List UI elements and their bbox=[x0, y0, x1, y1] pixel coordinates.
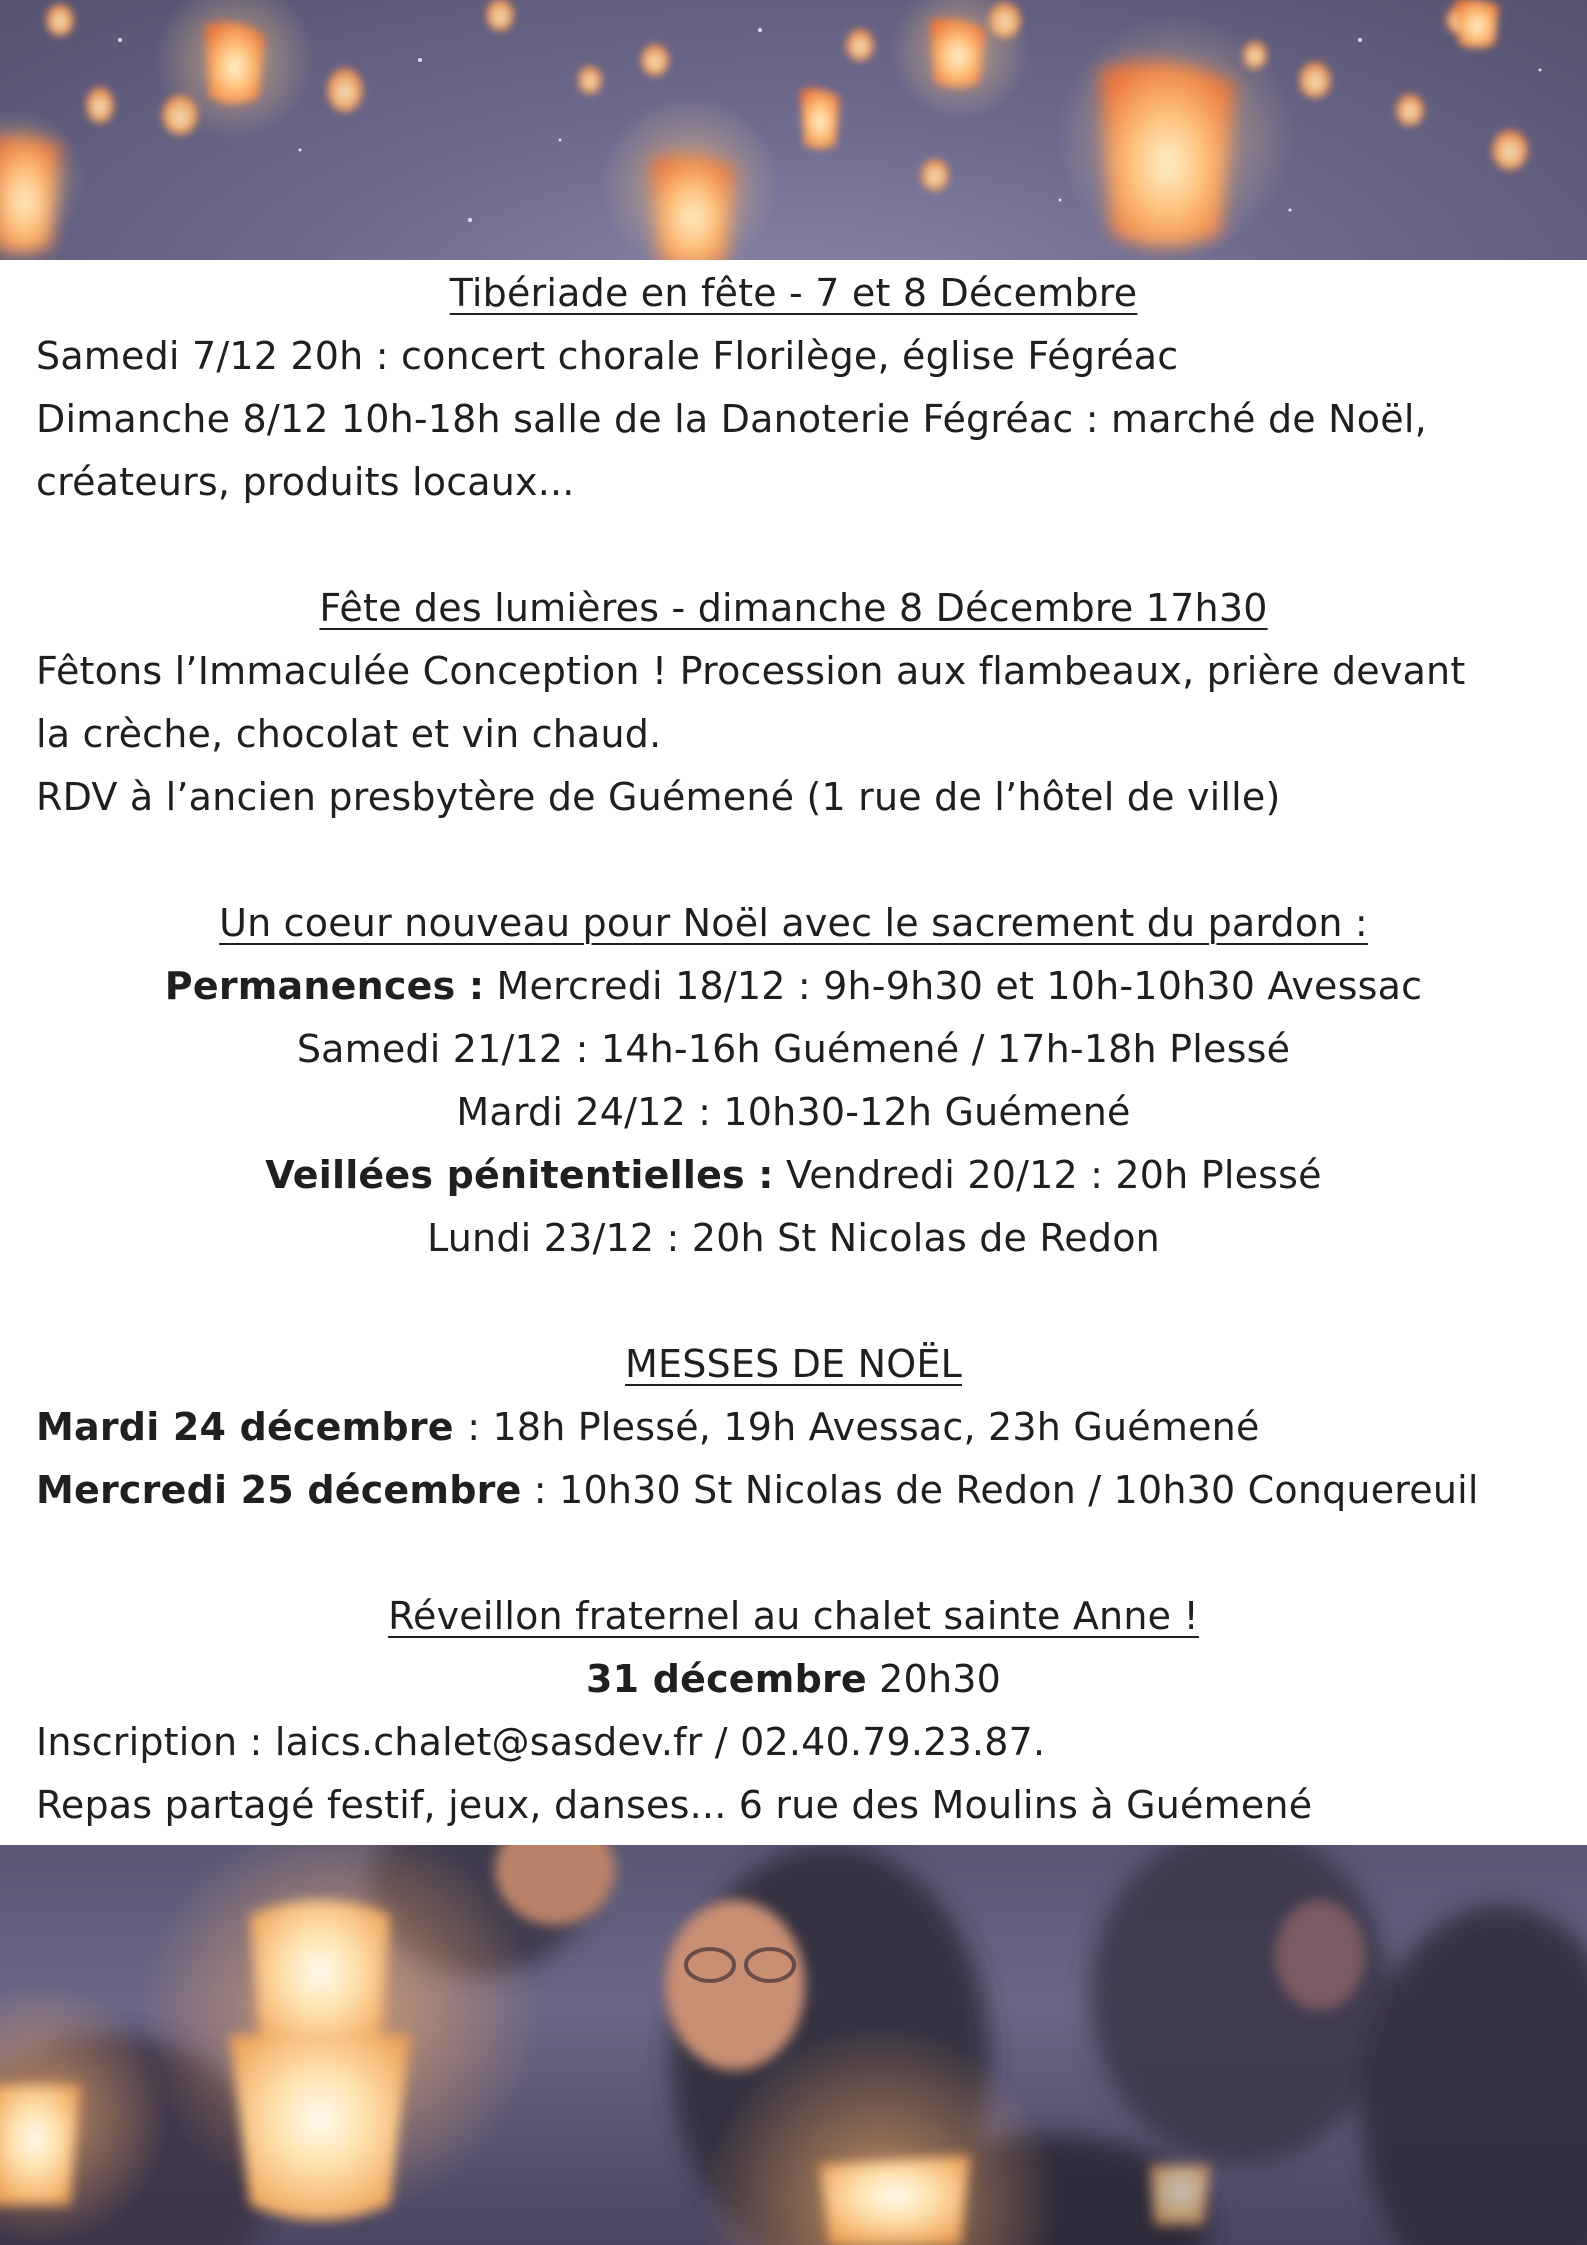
pardon-heading: Un coeur nouveau pour Noël avec le sacrement du pardon : bbox=[219, 901, 1368, 945]
reveillon-inscription: Inscription : laics.chalet@sasdev.fr / 02.40.79.23.87. bbox=[36, 1720, 1046, 1764]
messes-day-text: : 18h Plessé, 19h Avessac, 23h Guémené bbox=[467, 1405, 1260, 1449]
messes-line bbox=[36, 1459, 1551, 1522]
lumieres-line: RDV à l’ancien presbytère de Guémené (1 rue de l’hôtel de ville) bbox=[36, 775, 1281, 819]
messes-line bbox=[36, 1396, 1551, 1459]
tiberiade-heading: Tibériade en fête - 7 et 8 Décembre bbox=[449, 271, 1138, 315]
tiberiade-line: Dimanche 8/12 10h-18h salle de la Danoterie Fégréac : marché de Noël, bbox=[36, 397, 1427, 441]
permanences-label: Permanences : bbox=[164, 964, 485, 1008]
lanterns-banner-image bbox=[0, 0, 1587, 260]
veillees-line: Lundi 23/12 : 20h St Nicolas de Redon bbox=[427, 1216, 1160, 1260]
events-content bbox=[0, 262, 1587, 1842]
reveillon-repas: Repas partagé festif, jeux, danses... 6 rue des Moulins à Guémené bbox=[36, 1783, 1313, 1827]
lumieres-line: la crèche, chocolat et vin chaud. bbox=[36, 712, 662, 756]
reveillon-date bbox=[36, 1648, 1551, 1711]
reveillon-heading: Réveillon fraternel au chalet sainte Anne ! bbox=[388, 1594, 1199, 1638]
permanences-line: Samedi 21/12 : 14h-16h Guémené / 17h-18h Plessé bbox=[296, 1027, 1291, 1071]
lumieres-heading: Fête des lumières - dimanche 8 Décembre 17h30 bbox=[319, 586, 1268, 630]
reveillon-time: 20h30 bbox=[866, 1657, 1001, 1701]
tiberiade-line: créateurs, produits locaux... bbox=[36, 460, 575, 504]
lumieres-line: Fêtons l’Immaculée Conception ! Procession aux flambeaux, prière devant bbox=[36, 649, 1466, 693]
messes-day-label: Mardi 24 décembre bbox=[36, 1405, 468, 1449]
veillees-text: Vendredi 20/12 : 20h Plessé bbox=[773, 1153, 1322, 1197]
messes-day-text: : 10h30 St Nicolas de Redon / 10h30 Conquereuil bbox=[521, 1468, 1479, 1512]
veillees-label: Veillées pénitentielles : bbox=[265, 1153, 774, 1197]
lanterns-illustration bbox=[0, 0, 1587, 260]
permanences-line: Mardi 24/12 : 10h30-12h Guémené bbox=[456, 1090, 1131, 1134]
veillees-line bbox=[36, 1144, 1551, 1207]
permanences-line bbox=[36, 955, 1551, 1018]
messes-heading: MESSES DE NOËL bbox=[625, 1342, 962, 1386]
reveillon-date-label: 31 décembre bbox=[586, 1657, 867, 1701]
candle-procession-image bbox=[0, 1845, 1587, 2245]
permanences-text: Mercredi 18/12 : 9h-9h30 et 10h-10h30 Avessac bbox=[484, 964, 1423, 1008]
messes-day-label: Mercredi 25 décembre bbox=[36, 1468, 522, 1512]
tiberiade-line: Samedi 7/12 20h : concert chorale Florilège, église Fégréac bbox=[36, 334, 1179, 378]
candle-procession-illustration bbox=[0, 1845, 1587, 2245]
